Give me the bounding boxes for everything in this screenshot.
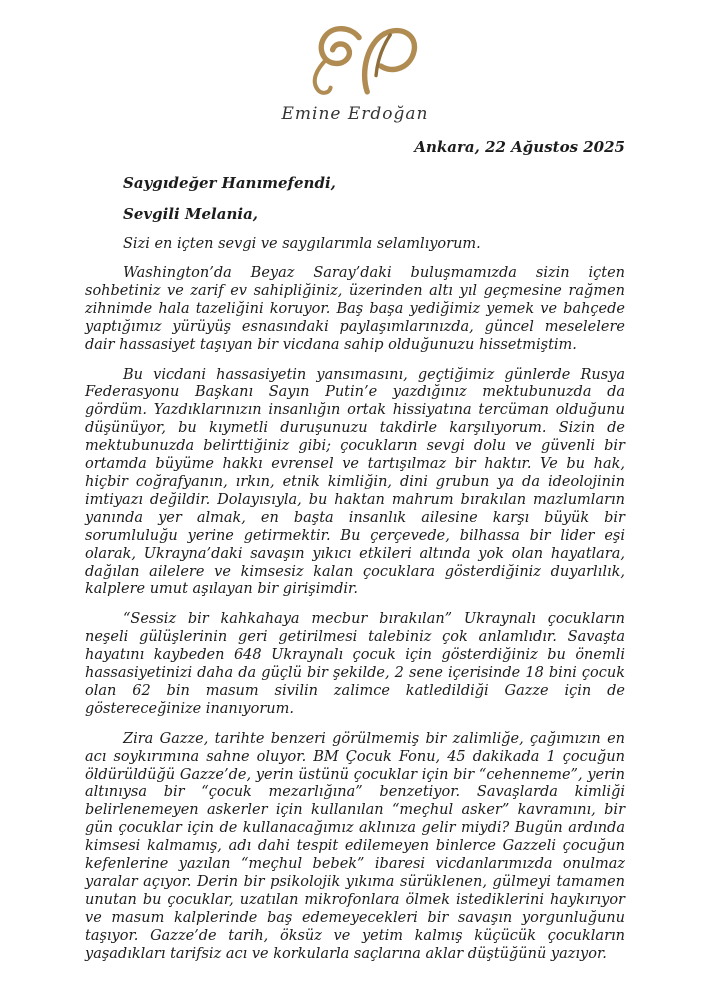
salutation-line-2: Sevgili Melania, [123,205,259,223]
paragraph-3: “Sessiz bir kahkahaya mecbur bırakılan” Ukraynalı çocukların neşeli gülüşlerinin geri getirilmesi talebiniz çok anlamlıdır. Savaşta hayatını kaybeden 648 Ukraynalı çocuk için gösterdiğiniz bu önemli hassasiyetinizi daha da güçlü bir şekilde, 2 sene içerisinde 18 bini çocuk olan 62 bin masum sivilin zalimce katledildiği Gazze için de göstereceğinize inanıyorum. [85,611,625,717]
dateline: Ankara, 22 Ağustos 2025 [414,138,625,156]
greeting-line: Sizi en içten sevgi ve saygılarımla selamlıyorum. [123,236,481,252]
paragraph-4: Zira Gazze, tarihte benzeri görülmemiş bir zalimliğe, çağımızın en acı soykırımına sahne oluyor. BM Çocuk Fonu, 45 dakikada 1 çocuğun öldürüldüğü Gazze’de, yerin üstünü çocuklar için bir “cehenneme”, yerin altınıysa bir “çocuk mezarlığına” benzetiyor. Savaşlarda kimliği belirlenemeyen askerler için kullanılan “meçhul asker” kavramını, bir gün çocuklar için de kullanacağımız aklınıza gelir miydi? Bugün ardında kimsesi kalmamış, adı dahi tespit edilemeyen binlerce Gazzeli çocuğun kefenlerine yazılan “meçhul bebek” ibaresi vicdanlarımızda onulmaz yaralar açıyor. Derin bir psikolojik yıkıma sürüklenen, gülmeyi tamamen unutan bu çocuklar, uzatılan mikrofonlara ölmek istediklerini haykırıyor ve masum kalplerinde baş edemeyecekleri bir savaşın yorgunluğunu taşıyor. Gazze’de tarih, öksüz ve yetim kalmış küçücük çocukların yaşadıkları tarifsiz acı ve korkularla saçlarına aklar düştüğünü yazıyor. [85,730,625,962]
paragraph-2: Bu vicdani hassasiyetin yansımasını, geçtiğimiz günlerde Rusya Federasyonu Başkanı Sayın Putin’e yazdığınız mektubunuzda da gördüm. Yazdıklarınızın insanlığın ortak hissiyatına tercüman olduğunu düşünüyor, bu kıymetli duruşunuzu takdirle karşılıyorum. Sizin de mektubunuzda belirttiğiniz gibi; çocukların sevgi dolu ve güvenli bir ortamda büyüme hakkı evrensel ve tartışılmaz bir haktır. Ve bu hak, hiçbir coğrafyanın, ırkın, etnik kimliğin, dini grubun ya da ideolojinin imtiyazı değildir. Dolayısıyla, bu haktan mahrum bırakılan mazlumların yanında yer almak, en başta insanlık ailesine karşı büyük bir sorumluluğu yerine getirmektir. Bu çerçevede, bilhassa bir lider eşi olarak, Ukrayna’daki savaşın yıkıcı etkileri altında yok olan hayatlara, dağılan ailelere ve kimsesiz kalan çocuklara gösterdiğiniz duyarlılık, kalplere umut aşılayan bir girişimdir. [85,366,625,598]
emine-erdogan-monogram-icon [280,24,430,102]
paragraph-1: Washington’da Beyaz Saray’daki buluşmamızda sizin içten sohbetiniz ve zarif ev sahipliğiniz, üzerinden altı yıl geçmesine rağmen zihnimde hala tazeliğini koruyor. Baş başa yediğimiz yemek ve bahçede yaptığımız yürüyüş esnasındaki paylaşımlarınızda, güncel meselelere dair hassasiyet taşıyan bir vicdana sahip olduğunuzu hissetmiştim. [85,265,625,353]
letterhead [85,24,625,124]
letterhead-name: Emine Erdoğan [281,104,429,124]
salutation-line-1: Saygıdeğer Hanımefendi, [123,174,336,192]
